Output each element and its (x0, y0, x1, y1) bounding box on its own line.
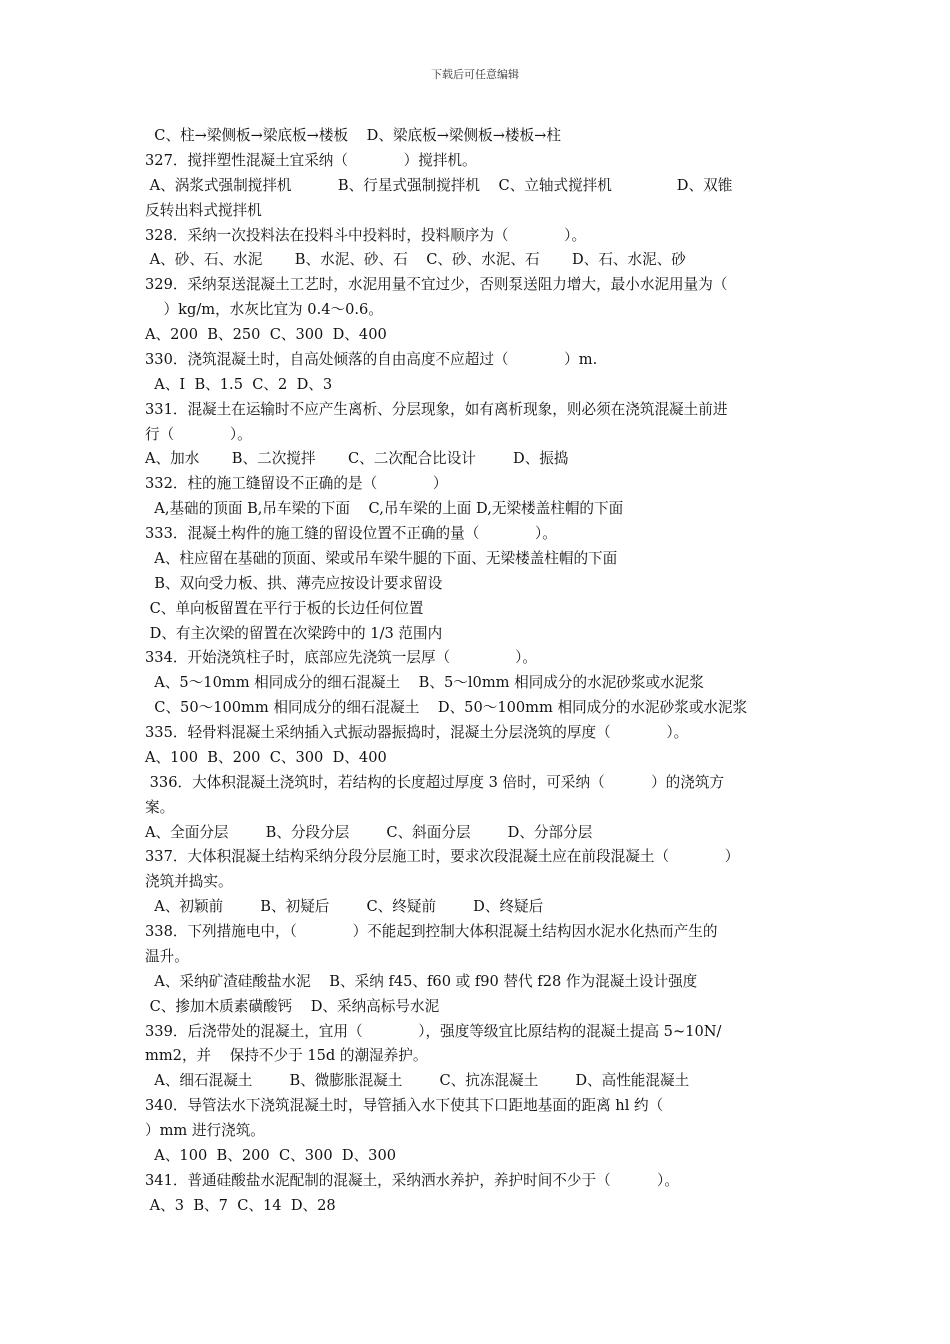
text-line: A、100 B、200 C、300 D、400 (145, 748, 387, 766)
text-line: 反转出料式搅拌机 (145, 201, 262, 219)
text-line: D、有主次梁的留置在次梁跨中的 1/3 范围内 (145, 624, 443, 642)
text-line: A、初颖前 B、初疑后 C、终疑前 D、终疑后 (145, 898, 544, 916)
text-line: A、3 B、7 C、14 D、28 (145, 1196, 336, 1214)
text-line: mm2，并 保持不少于 15d 的潮湿养护。 (145, 1047, 428, 1065)
text-line: A、I B、1.5 C、2 D、3 (145, 375, 333, 393)
text-line: ）kg/m，水灰比宜为 0.4～0.6。 (145, 301, 383, 319)
question-328: 328．采纳一次投料法在投料斗中投料时，投料顺序为（ ）。 (145, 226, 587, 244)
question-335: 335．轻骨料混凝土采纳插入式振动器振捣时，混凝土分层浇筑的厚度（ ）。 (145, 724, 689, 741)
question-337: 337．大体积混凝土结构采纳分段分层施工时，要求次段混凝土应在前段混凝土（ ） (145, 848, 740, 866)
question-338: 338．下列措施电中，（ ）不能起到控制大体积混凝土结构因水泥水化热而产生的 (145, 923, 718, 940)
text-line: A、细石混凝土 B、微膨胀混凝土 C、抗冻混凝土 D、高性能混凝土 (145, 1072, 690, 1090)
question-340: 340．导管法水下浇筑混凝土时，导管插入水下使其下口距地基面的距离 hl 约（ (145, 1097, 664, 1115)
text-line: A、全面分层 B、分段分层 C、斜面分层 D、分部分层 (145, 823, 593, 841)
question-334: 334．开始浇筑柱子时，底部应先浇筑一层厚（ ）。 (145, 649, 537, 667)
text-line: C、50～100mm 相同成分的细石混凝土 D、50～100mm 相同成分的水泥砂浆或水泥浆 (145, 699, 748, 717)
text-line: A、200 B、250 C、300 D、400 (145, 326, 387, 343)
text-line: 案。 (145, 798, 175, 816)
text-line: C、掺加木质素磺酸钙 D、采纳高标号水泥 (145, 997, 440, 1015)
page-header: 下载后可任意编辑 (431, 68, 519, 81)
text-line: B、双向受力板、拱、薄壳应按设计要求留设 (145, 574, 443, 592)
question-341: 341．普通硅酸盐水泥配制的混凝土，采纳洒水养护，养护时间不少于（ ）。 (145, 1171, 679, 1189)
question-339: 339．后浇带处的混凝土，宜用（ ），强度等级宜比原结构的混凝土提高 5~10N/ (145, 1022, 722, 1040)
text-line: ）mm 进行浇筑。 (145, 1122, 265, 1139)
text-line: A、加水 B、二次搅拌 C、二次配合比设计 D、振捣 (145, 450, 569, 468)
document-body (145, 124, 810, 1219)
text-line: 行（ ）。 (145, 425, 252, 443)
text-line: C、单向板留置在平行于板的长边任何位置 (145, 599, 424, 617)
text-line: A,基础的顶面 B,吊车梁的下面 C,吊车梁的上面 D,无梁楼盖柱帽的下面 (145, 500, 624, 518)
text-line: A、砂、石、水泥 B、水泥、砂、石 C、砂、水泥、石 D、石、水泥、砂 (145, 251, 686, 269)
text-line: A、采纳矿渣硅酸盐水泥 B、采纳 f45、f60 或 f90 替代 f28 作为混凝土设计强度 (145, 972, 698, 990)
text-line: 浇筑并捣实。 (145, 873, 233, 891)
question-333: 333．混凝土构件的施工缝的留设位置不正确的量（ ）。 (145, 525, 557, 542)
text-line: A、涡浆式强制搅拌机 B、行星式强制搅拌机 C、立轴式搅拌机 D、双锥 (145, 176, 733, 194)
question-331: 331．混凝土在运输时不应产生离析、分层现象，如有离析现象，则必须在浇筑混凝土前进 (145, 400, 728, 418)
text-line: C、柱→梁侧板→梁底板→楼板 D、梁底板→梁侧板→楼板→柱 (145, 127, 561, 144)
question-329: 329．采纳泵送混凝土工艺时，水泥用量不宜过少，否则泵送阻力增大，最小水泥用量为（ (145, 276, 728, 294)
text-line: 温升。 (145, 947, 189, 965)
text-line: A、5～10mm 相同成分的细石混凝土 B、5～l0mm 相同成分的水泥砂浆或水泥浆 (145, 674, 704, 692)
question-327: 327．搅拌塑性混凝土宜采纳（ ）搅拌机。 (145, 151, 477, 169)
text-line: A、100 B、200 C、300 D、300 (145, 1146, 397, 1164)
question-336: 336．大体积混凝土浇筑时，若结构的长度超过厚度 3 倍时，可采纳（ ）的浇筑方 (145, 773, 725, 791)
question-330: 330．浇筑混凝土时，自高处倾落的自由高度不应超过（ ）m. (145, 350, 598, 368)
question-332: 332．柱的施工缝留设不正确的是（ ） (145, 475, 448, 493)
text-line: A、柱应留在基础的顶面、梁或吊车梁牛腿的下面、无梁楼盖柱帽的下面 (145, 549, 618, 567)
